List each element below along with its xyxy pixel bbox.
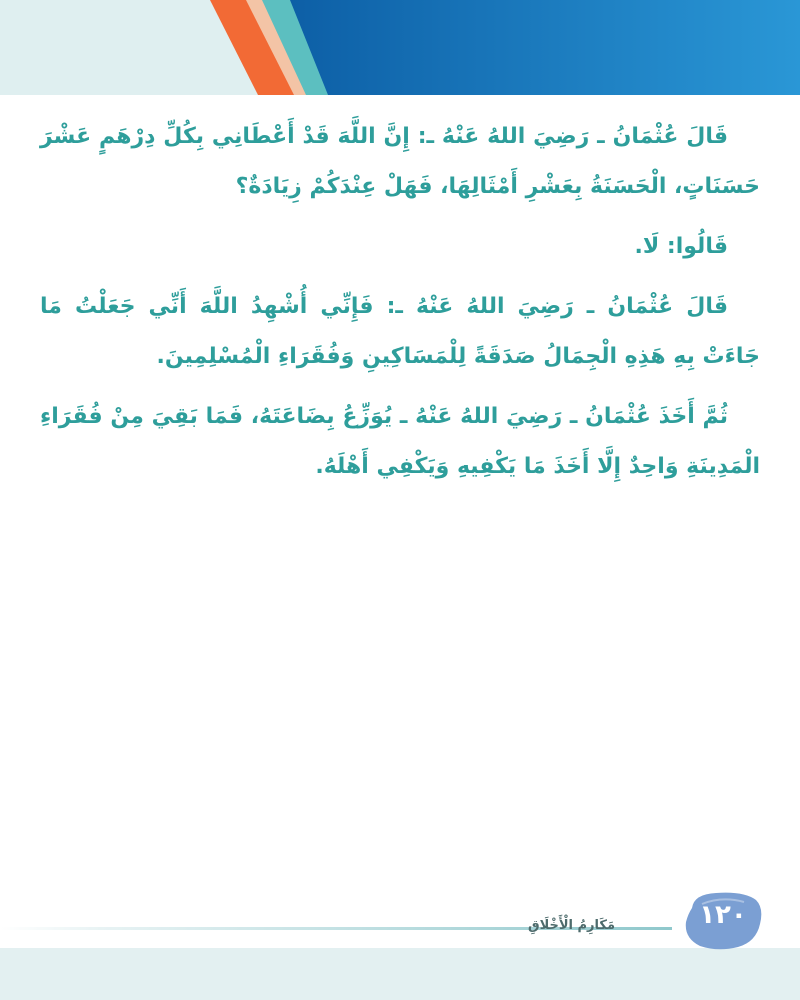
book-title: مَكَارِمُ الْأَخْلَاقِ (527, 918, 615, 933)
header-blue-block (290, 0, 800, 95)
header-decoration (0, 0, 800, 95)
paragraph-2: قَالُوا: لَا. (634, 234, 728, 259)
paragraph-3: قَالَ عُثْمَانُ ـ رَضِيَ اللهُ عَنْهُ ـ: فَإِنِّي أُشْهِدُ اللَّهَ أَنِّي جَعَلْتُ مَا جَاءَتْ بِهِ هَذِهِ الْجِمَالُ صَدَقَةً لِلْمَسَاكِينِ وَفُقَرَاءِ الْمُسْلِمِينَ. (40, 294, 760, 369)
page-number: ١٢٠ (699, 900, 747, 930)
text-body (40, 112, 760, 502)
footer-band (0, 948, 800, 1000)
paragraph-1: قَالَ عُثْمَانُ ـ رَضِيَ اللهُ عَنْهُ ـ: إِنَّ اللَّهَ قَدْ أَعْطَانِي بِكُلِّ دِرْهَمٍ عَشْرَ حَسَنَاتٍ، الْحَسَنَةُ بِعَشْرِ أَمْثَالِهَا، فَهَلْ عِنْدَكُمْ زِيَادَةٌ؟ (40, 124, 760, 199)
paragraph-4: ثُمَّ أَخَذَ عُثْمَانُ ـ رَضِيَ اللهُ عَنْهُ ـ يُوَزِّعُ بِضَاعَتَهُ، فَمَا بَقِيَ مِنْ فُقَرَاءِ الْمَدِينَةِ وَاحِدٌ إِلَّا أَخَذَ مَا يَكْفِيهِ وَيَكْفِي أَهْلَهُ. (40, 404, 760, 479)
